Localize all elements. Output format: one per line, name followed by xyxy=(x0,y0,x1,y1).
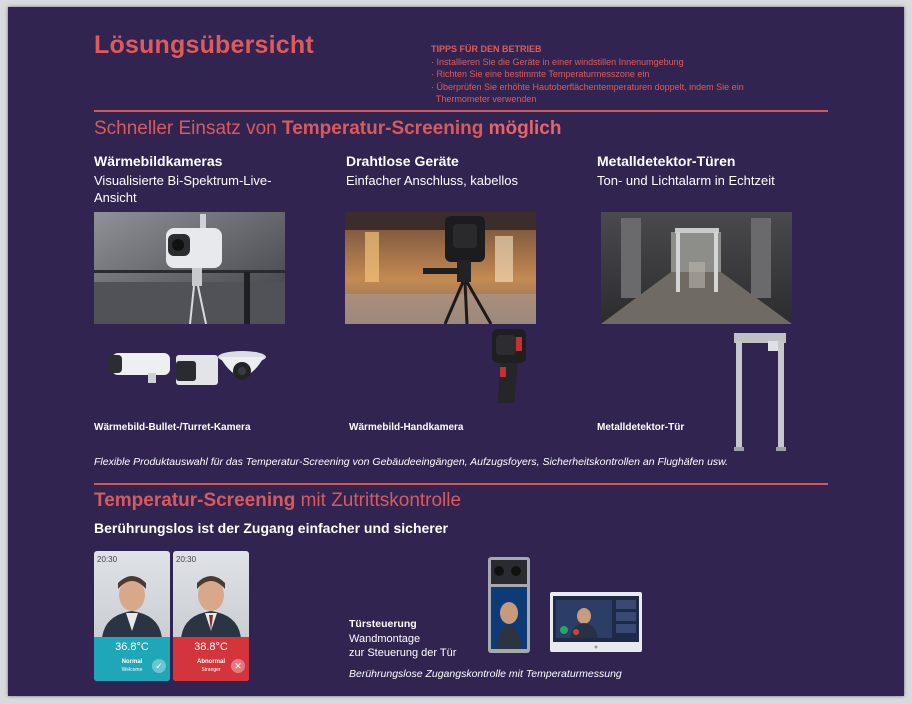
column-heading-metal-detector: Metalldetektor-Türen xyxy=(597,153,736,169)
status-panel xyxy=(173,637,249,681)
section-heading-emph: möglich xyxy=(483,118,562,139)
column-sub-thermal: Visualisierte Bi-Spektrum-Live-Ansicht xyxy=(94,173,272,205)
column-heading-thermal: Wärmebildkameras xyxy=(94,153,223,169)
indoor-monitor-device-image xyxy=(550,592,642,657)
cross-icon: ✕ xyxy=(231,659,245,673)
handheld-thermal-camera-image xyxy=(486,327,532,412)
face-terminal-device-image xyxy=(488,557,530,658)
door-control-line-1: Wandmontage xyxy=(349,633,421,645)
tips-heading: TIPPS FÜR DEN BETRIEB xyxy=(431,44,542,54)
metal-detector-door-image xyxy=(732,329,788,458)
page-title: Lösungsübersicht xyxy=(94,31,314,59)
column-sub-wireless: Einfacher Anschluss, kabellos xyxy=(346,173,518,188)
status-panel xyxy=(94,637,170,681)
section2-rest: mit Zutrittskontrolle xyxy=(295,490,462,511)
flexible-product-text: Flexible Produktauswahl für das Temperatur-Screening von Gebäudeeingängen, Aufzugsfoyers, Sicherheitskontrollen an Flughäfen usw. xyxy=(94,456,729,468)
status-note: Stranger xyxy=(201,667,221,673)
section2-subheading: Berührungslos ist der Zugang einfacher und sicherer xyxy=(94,520,448,536)
temperature-reading: 38.8°C xyxy=(194,641,228,653)
screen-time: 20:30 xyxy=(176,555,197,564)
column-sub-metal-detector: Ton- und Lichtalarm in Echtzeit xyxy=(597,173,775,188)
check-icon: ✓ xyxy=(152,659,166,673)
brochure-page xyxy=(8,7,904,696)
tip-item: · Installieren Sie die Geräte in einer windstillen Innenumgebung xyxy=(431,56,684,67)
divider-top xyxy=(94,110,828,112)
status-text: Normal xyxy=(121,659,143,665)
person-portrait xyxy=(94,565,170,639)
section-heading-lead: Schneller Einsatz von xyxy=(94,118,282,139)
product-label-bullet-turret: Wärmebild-Bullet-/Turret-Kamera xyxy=(94,422,251,433)
tip-item: Thermometer verwenden xyxy=(431,94,537,105)
bullet-turret-camera-image xyxy=(108,343,268,398)
section-heading-deployment xyxy=(94,118,561,140)
temperature-reading: 36.8°C xyxy=(115,641,149,653)
access-screen-normal xyxy=(94,551,170,681)
tips-box xyxy=(431,43,791,106)
column-heading-wireless: Drahtlose Geräte xyxy=(346,153,459,169)
section-heading-access-control xyxy=(94,490,461,512)
section-heading-bold: Temperatur-Screening xyxy=(282,118,484,139)
tip-item: · Richten Sie eine bestimmte Temperaturmesszone ein xyxy=(431,69,650,80)
door-control-title: Türsteuerung xyxy=(349,618,417,630)
tip-item: · Überprüfen Sie erhöhte Hautoberflächentemperaturen doppelt, indem Sie ein xyxy=(431,81,744,92)
product-label-handheld: Wärmebild-Handkamera xyxy=(349,422,464,433)
screen-time: 20:30 xyxy=(97,555,118,564)
elevator-hall-metal-detector-photo xyxy=(601,212,792,324)
door-control-line-2: zur Steuerung der Tür xyxy=(349,647,457,659)
thermal-camera-photo xyxy=(94,212,285,324)
access-screen-abnormal xyxy=(173,551,249,681)
section2-bold: Temperatur-Screening xyxy=(94,490,296,511)
status-text: Abnormal xyxy=(196,659,225,665)
bottom-caption: Berührungslose Zugangskontrolle mit Temperaturmessung xyxy=(349,668,622,680)
status-note: Welcome xyxy=(121,667,143,673)
person-portrait xyxy=(173,565,249,639)
divider-middle xyxy=(94,483,828,485)
product-label-metal-detector: Metalldetektor-Tür xyxy=(597,422,685,433)
handheld-camera-tripod-photo xyxy=(345,212,536,324)
